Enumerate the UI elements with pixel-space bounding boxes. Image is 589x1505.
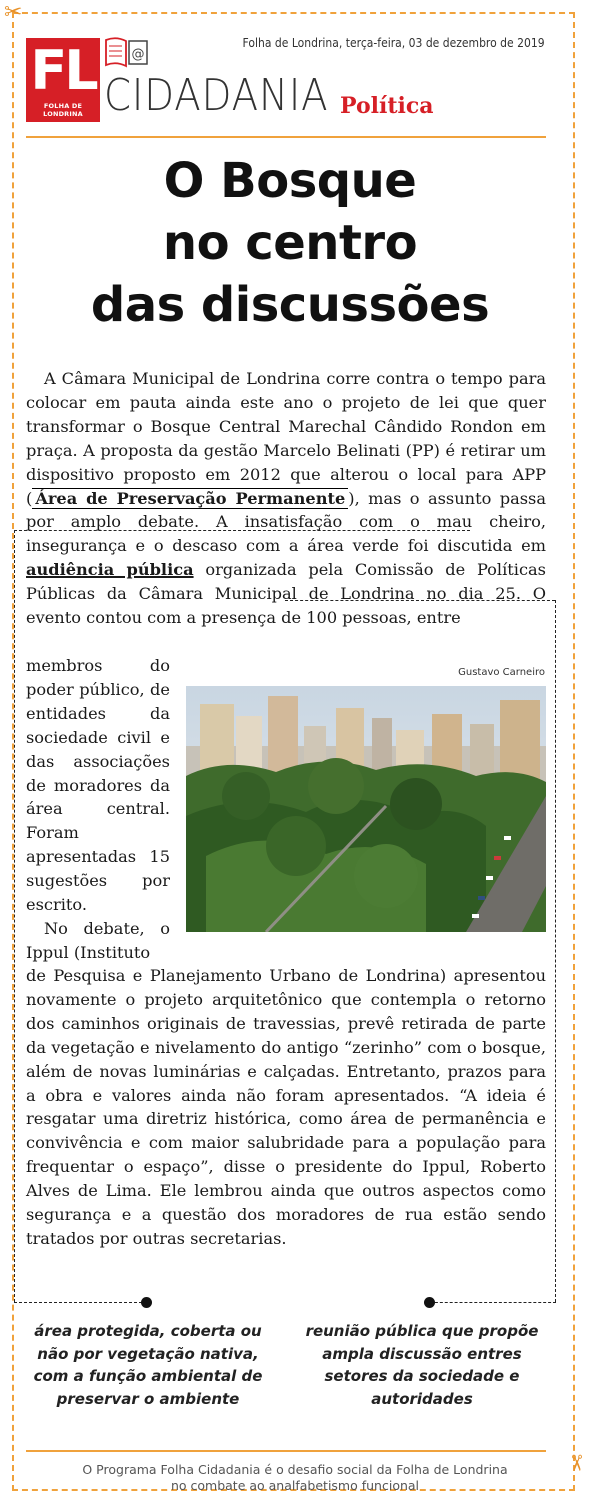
footer-line-1: O Programa Folha Cidadania é o desafio social da Folha de Londrina [82,1462,508,1477]
header-divider [26,136,546,138]
bosque-photo [186,686,546,932]
glossary-note-audiencia: reunião pública que propõe ampla discussão entres setores da sociedade e autoridades [305,1322,539,1408]
svg-text:@: @ [131,47,145,62]
logo-subtext: FOLHA DE LONDRINA [43,102,83,118]
article-side-column [26,654,170,965]
paragraph-text: membros do poder público, de entidades da sociedade civil e das associações de moradores da área central. Foram apresentadas 15 sugestões por escrito. [26,656,170,915]
headline [60,150,520,336]
glossary-dot-2 [424,1297,435,1308]
newspaper-logo [26,38,100,122]
dateline: Folha de Londrina, terça-feira, 03 de dezembro de 2019 [242,36,545,50]
paragraph-text: organizada pela Comissão de Políticas Públicas da Câmara Municipal de Londrina no dia 25. O evento contou com a presença de 100 pessoas, entre [26,560,546,628]
book-at-icon [104,36,150,68]
glossary-term-app: Área de Preservação Permanente [32,488,348,509]
glossary-connector [14,530,470,531]
glossary-term-audiencia: audiência pública [26,560,194,580]
logo-text: FL [30,39,96,102]
glossary-connector [14,1302,142,1303]
scissors-icon-top: ✂ [4,0,23,25]
paragraph-text: No debate, o Ippul (Instituto [26,918,170,962]
glossary-dot-1 [141,1297,152,1308]
photo-credit: Gustavo Carneiro [458,667,545,678]
paragraph-text: ), mas o assunto passa por amplo debate. A insatisfação com o mau cheiro, insegurança e o descaso com a área verde foi discutida em [26,488,546,556]
headline-line-1: O Bosque [163,153,417,209]
glossary-connector [285,600,555,601]
subsection-title: Política [340,93,434,119]
scissors-icon-bottom: ✂ [563,1453,589,1473]
headline-line-3: das discussões [90,277,490,333]
footer-line-2: no combate ao analfabetismo funcional [170,1478,420,1493]
section-title: CIDADANIA [104,70,329,121]
paragraph-text: A Câmara Municipal de Londrina corre contra o tempo para colocar em pauta ainda este ano o projeto de lei que quer transformar o Bosque Central Marechal Cândido Rondon em praça. A proposta da gestão Marcelo Belinati (PP) é retirar um dispositivo proposto em 2012 que alterou o local para APP ( [26,369,546,508]
glossary-connector [430,1302,556,1303]
glossary-connector [14,530,15,1302]
footer-divider [26,1450,546,1452]
article-paragraph-2: de Pesquisa e Planejamento Urbano de Londrina) apresentou novamente o projeto arquitetônico que contempla o retorno dos caminhos originais de travessias, prevê retirada de parte da vegetação e nivelamento do antigo “zerinho” com o bosque, além de novas luminárias e calçadas. Entretanto, prazos para a obra e valores ainda não foram apresentados. “A ideia é resgatar uma diretriz histórica, como área de permanência e convivência e com maior salubridade para a população para frequentar o espaço”, disse o presidente do Ippul, Roberto Alves de Lima. Ele lembrou ainda que outros aspectos como segurança e a questão dos moradores de rua estão sendo tratados por outras secretarias. [26,966,546,1248]
headline-line-2: no centro [162,215,418,271]
footer [40,1462,550,1494]
glossary-connector [555,600,556,1302]
glossary-note-app: área protegida, coberta ou não por vegetação nativa, com a função ambiental de preservar o ambiente [33,1322,263,1408]
article-paragraph-1 [26,367,546,630]
